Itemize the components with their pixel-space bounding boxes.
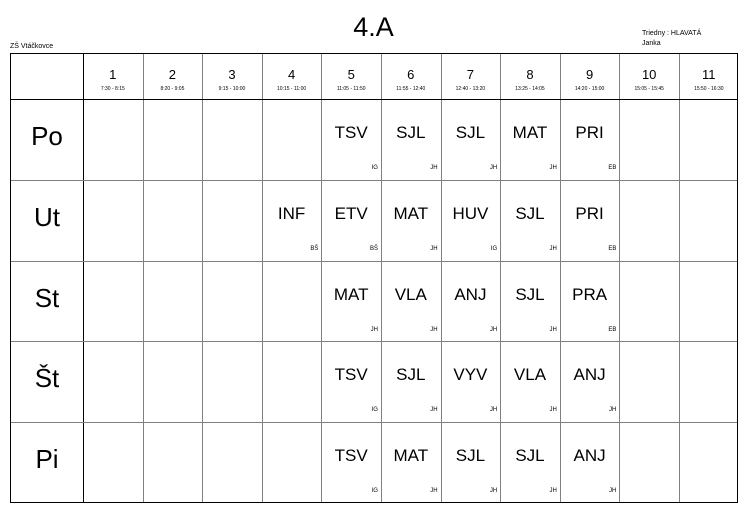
period-time: 7:30 - 8:15 [100, 86, 125, 92]
period-number: 7 [466, 67, 474, 82]
lesson-cell [441, 422, 501, 503]
lesson-cell [500, 261, 560, 342]
period-number: 8 [526, 67, 534, 82]
empty-cell [83, 422, 143, 503]
lesson-subject: MAT [393, 203, 429, 223]
period-header [83, 54, 143, 92]
lesson-cell [560, 422, 620, 503]
lesson-subject: VLA [513, 365, 547, 385]
lesson-subject: SJL [515, 446, 545, 466]
empty-cell [202, 422, 262, 503]
empty-cell [679, 261, 739, 342]
period-number: 4 [287, 67, 296, 82]
lesson-teacher: JH [549, 165, 557, 171]
lesson-subject: VLA [394, 284, 427, 304]
empty-cell [202, 261, 262, 342]
period-header [619, 54, 679, 92]
period-time: 9:15 - 10:00 [218, 86, 246, 92]
period-time: 15:05 - 15:45 [634, 86, 664, 92]
lesson-cell [560, 261, 620, 342]
period-time: 8:20 - 9:05 [160, 86, 185, 92]
lesson-teacher: JH [430, 245, 438, 252]
period-number: 6 [407, 67, 415, 82]
empty-cell [143, 422, 203, 503]
lesson-teacher: JH [489, 488, 498, 495]
empty-cell [143, 99, 203, 180]
period-time: 10:15 - 11:00 [277, 86, 307, 92]
period-header [441, 54, 501, 92]
period-header [381, 54, 441, 92]
day-label: Po [31, 121, 63, 151]
lesson-cell [321, 422, 381, 503]
empty-cell [679, 180, 739, 261]
lesson-teacher: IG [371, 165, 378, 171]
lesson-subject: MAT [393, 446, 429, 466]
lesson-cell [381, 99, 441, 180]
lesson-subject: MAT [512, 123, 548, 142]
class-teacher-label: Triedny : HLAVATÁ [642, 30, 702, 37]
empty-cell [619, 261, 679, 342]
lesson-teacher: JH [549, 407, 557, 414]
day-label: Ut [34, 201, 60, 232]
page-title: 4.A [353, 12, 394, 42]
empty-cell [619, 341, 679, 422]
lesson-teacher: IG [490, 245, 498, 252]
period-number: 2 [168, 67, 176, 82]
lesson-subject: ANJ [573, 446, 606, 466]
empty-cell [83, 99, 143, 180]
lesson-cell [500, 180, 560, 261]
lesson-cell [381, 422, 441, 503]
lesson-subject: INF [277, 203, 306, 223]
lesson-teacher: JH [430, 326, 438, 333]
empty-cell [143, 261, 203, 342]
period-time: 11:05 - 11:50 [336, 86, 366, 92]
lesson-teacher: IG [371, 488, 378, 495]
lesson-subject: ANJ [573, 365, 606, 385]
empty-cell [262, 341, 322, 422]
class-teacher [642, 29, 701, 49]
lesson-cell [321, 180, 381, 261]
lesson-subject: VYV [453, 365, 488, 385]
lesson-subject: ANJ [454, 284, 487, 304]
empty-cell [619, 99, 679, 180]
period-time: 15:50 - 16:30 [694, 86, 724, 92]
lesson-teacher: JH [549, 326, 557, 333]
empty-cell [619, 422, 679, 503]
class-teacher-first-name: Janka [642, 40, 661, 47]
period-number: 11 [702, 67, 716, 82]
period-time: 13:25 - 14:05 [515, 86, 545, 92]
lesson-teacher: JH [609, 488, 617, 495]
lesson-cell [500, 422, 560, 503]
lesson-cell [500, 99, 560, 180]
day-label: Pi [35, 444, 59, 475]
period-number: 5 [347, 67, 355, 82]
empty-cell [83, 180, 143, 261]
lesson-cell [441, 180, 501, 261]
lesson-cell [441, 99, 501, 180]
empty-cell [262, 261, 322, 342]
period-number: 3 [228, 67, 236, 82]
lesson-cell [262, 180, 322, 261]
lesson-cell [321, 261, 381, 342]
lesson-subject: PRA [572, 284, 608, 304]
period-number: 9 [585, 67, 594, 82]
lesson-teacher: EB [608, 245, 617, 252]
lesson-teacher: JH [430, 488, 438, 495]
lesson-cell [560, 341, 620, 422]
lesson-teacher: JH [489, 407, 498, 414]
lesson-teacher: JH [609, 407, 617, 414]
lesson-subject: SJL [396, 123, 426, 142]
empty-cell [202, 180, 262, 261]
period-header [143, 54, 203, 92]
lesson-subject: SJL [515, 284, 545, 304]
lesson-teacher: BŠ [369, 245, 378, 252]
lesson-subject: SJL [455, 123, 486, 142]
lesson-subject: ETV [334, 203, 368, 223]
period-header [321, 54, 381, 92]
day-label: St [34, 282, 60, 313]
day-label: Št [34, 363, 60, 394]
period-time: 14:20 - 15:00 [574, 86, 605, 92]
lesson-cell [560, 99, 620, 180]
period-time: 12:40 - 13:20 [455, 86, 486, 92]
lesson-cell [381, 261, 441, 342]
lesson-cell [560, 180, 620, 261]
timetable-grid [10, 53, 738, 503]
period-time: 11:55 - 12:40 [396, 86, 426, 92]
lesson-subject: PRI [575, 203, 604, 223]
lesson-teacher: JH [489, 326, 498, 333]
lesson-teacher: JH [549, 488, 557, 495]
empty-cell [83, 341, 143, 422]
lesson-subject: PRI [575, 123, 604, 142]
lesson-teacher: JH [430, 165, 438, 171]
lesson-teacher: JH [430, 407, 438, 414]
lesson-cell [441, 341, 501, 422]
lesson-cell [500, 341, 560, 422]
period-number: 1 [109, 67, 117, 82]
empty-cell [619, 180, 679, 261]
period-header [560, 54, 620, 92]
lesson-cell [381, 341, 441, 422]
lesson-subject: TSV [334, 365, 368, 385]
lesson-cell [381, 180, 441, 261]
period-header [202, 54, 262, 92]
lesson-teacher: EB [608, 326, 617, 333]
empty-cell [679, 422, 739, 503]
lesson-subject: SJL [515, 203, 545, 223]
lesson-subject: SJL [396, 365, 426, 385]
lesson-teacher: BŠ [310, 245, 319, 252]
lesson-cell [321, 341, 381, 422]
lesson-cell [321, 99, 381, 180]
empty-cell [202, 99, 262, 180]
school-name: ZŠ Vtáčkovce [10, 43, 54, 50]
empty-cell [679, 341, 739, 422]
empty-cell [143, 180, 203, 261]
empty-cell [262, 99, 322, 180]
empty-cell [202, 341, 262, 422]
period-header [500, 54, 560, 92]
empty-cell [83, 261, 143, 342]
lesson-cell [441, 261, 501, 342]
lesson-subject: HUV [452, 203, 489, 223]
lesson-subject: TSV [334, 123, 368, 142]
empty-cell [679, 99, 739, 180]
lesson-subject: SJL [455, 446, 486, 466]
period-header [262, 54, 322, 92]
period-number: 10 [641, 67, 657, 82]
lesson-teacher: JH [489, 165, 498, 171]
lesson-teacher: IG [371, 407, 378, 414]
lesson-subject: TSV [334, 446, 368, 466]
lesson-teacher: JH [370, 326, 378, 333]
lesson-teacher: JH [549, 245, 557, 252]
period-header [679, 54, 739, 92]
lesson-subject: MAT [333, 284, 369, 304]
lesson-teacher: EB [608, 165, 617, 171]
empty-cell [262, 422, 322, 503]
empty-cell [143, 341, 203, 422]
